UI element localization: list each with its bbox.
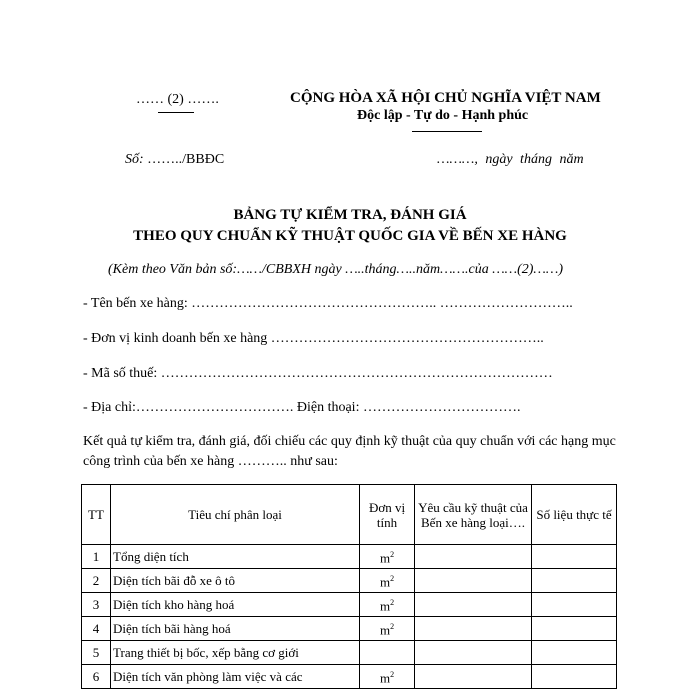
row-criteria: Trang thiết bị bốc, xếp bằng cơ giới [111, 641, 360, 665]
business-unit-field: - Đơn vị kinh doanh bến xe hàng ………………………………………………….. [83, 331, 544, 346]
table-row [82, 545, 617, 569]
issuing-organization: …… (2) ……. [136, 92, 219, 107]
row-unit [360, 593, 415, 617]
unit-superscript: 2 [390, 670, 395, 680]
row-unit [360, 569, 415, 593]
row-unit [360, 545, 415, 569]
table-row [82, 641, 617, 665]
row-criteria: Diện tích văn phòng làm việc và các [111, 665, 360, 689]
table-header-row [82, 485, 617, 545]
row-requirement[interactable] [415, 545, 532, 569]
tax-code-field: - Mã số thuế: ………………………………………………………………………… [83, 366, 553, 381]
row-number: 6 [82, 665, 111, 689]
document-date: ………, ngày tháng năm [437, 152, 584, 167]
row-number: 2 [82, 569, 111, 593]
header-actual: Số liệu thực tế [532, 485, 617, 545]
address-phone-field: - Địa chỉ:……………………………. Điện thoại: ……………………………. [83, 400, 521, 415]
table-row [82, 617, 617, 641]
unit-text: m [379, 598, 391, 614]
row-requirement[interactable] [415, 569, 532, 593]
document-title-line2: THEO QUY CHUẨN KỸ THUẬT QUỐC GIA VỀ BẾN XE HÀNG [133, 228, 567, 244]
document-title-line1: BẢNG TỰ KIỂM TRA, ĐÁNH GIÁ [233, 207, 467, 223]
row-requirement[interactable] [415, 617, 532, 641]
row-actual[interactable] [532, 569, 617, 593]
document-number [125, 152, 224, 168]
criteria-table [81, 484, 617, 689]
document-number-label: Số: [125, 152, 144, 167]
row-actual[interactable] [532, 545, 617, 569]
row-number: 3 [82, 593, 111, 617]
unit-text: m [379, 574, 391, 590]
row-criteria: Diện tích bãi đỗ xe ô tô [111, 569, 360, 593]
row-requirement[interactable] [415, 593, 532, 617]
row-requirement[interactable] [415, 641, 532, 665]
header-unit: Đơn vị tính [360, 485, 415, 545]
row-requirement[interactable] [415, 665, 532, 689]
header-criteria: Tiêu chí phân loại [111, 485, 360, 545]
row-actual[interactable] [532, 593, 617, 617]
unit-superscript: 2 [390, 550, 395, 560]
intro-paragraph: Kết quả tự kiểm tra, đánh giá, đối chiếu các quy định kỹ thuật của quy chuẩn với các hạng mục công trình của bến xe hàng ……….. như sau: [83, 434, 616, 469]
station-name-field: - Tên bến xe hàng: …………………………………………….. ……………………….. [83, 296, 573, 311]
row-number: 5 [82, 641, 111, 665]
unit-text: m [379, 670, 391, 686]
row-unit [360, 617, 415, 641]
row-number: 4 [82, 617, 111, 641]
national-motto: Độc lập - Tự do - Hạnh phúc [357, 108, 529, 123]
table-row [82, 665, 617, 689]
row-unit [360, 665, 415, 689]
row-actual[interactable] [532, 665, 617, 689]
organization-underline [158, 112, 194, 113]
row-unit [360, 641, 415, 665]
row-number: 1 [82, 545, 111, 569]
national-title: CỘNG HÒA XÃ HỘI CHỦ NGHĨA VIỆT NAM [290, 90, 601, 106]
unit-text: m [379, 622, 391, 638]
table-row [82, 569, 617, 593]
header-requirement: Yêu cầu kỹ thuật của Bến xe hàng loại…. [415, 485, 532, 545]
row-criteria: Diện tích kho hàng hoá [111, 593, 360, 617]
motto-underline [412, 131, 482, 132]
row-criteria: Tổng diện tích [111, 545, 360, 569]
attachment-note: (Kèm theo Văn bản số:……/CBBXH ngày …..tháng…..năm…….của ……(2)……) [108, 262, 563, 277]
unit-superscript: 2 [390, 574, 395, 584]
row-actual[interactable] [532, 617, 617, 641]
header-tt: TT [82, 485, 111, 545]
document-number-value: ……../BBĐC [147, 152, 225, 167]
table-row [82, 593, 617, 617]
row-criteria: Diện tích bãi hàng hoá [111, 617, 360, 641]
unit-superscript: 2 [390, 622, 395, 632]
unit-text: m [379, 550, 391, 566]
unit-superscript: 2 [390, 598, 395, 608]
row-actual[interactable] [532, 641, 617, 665]
